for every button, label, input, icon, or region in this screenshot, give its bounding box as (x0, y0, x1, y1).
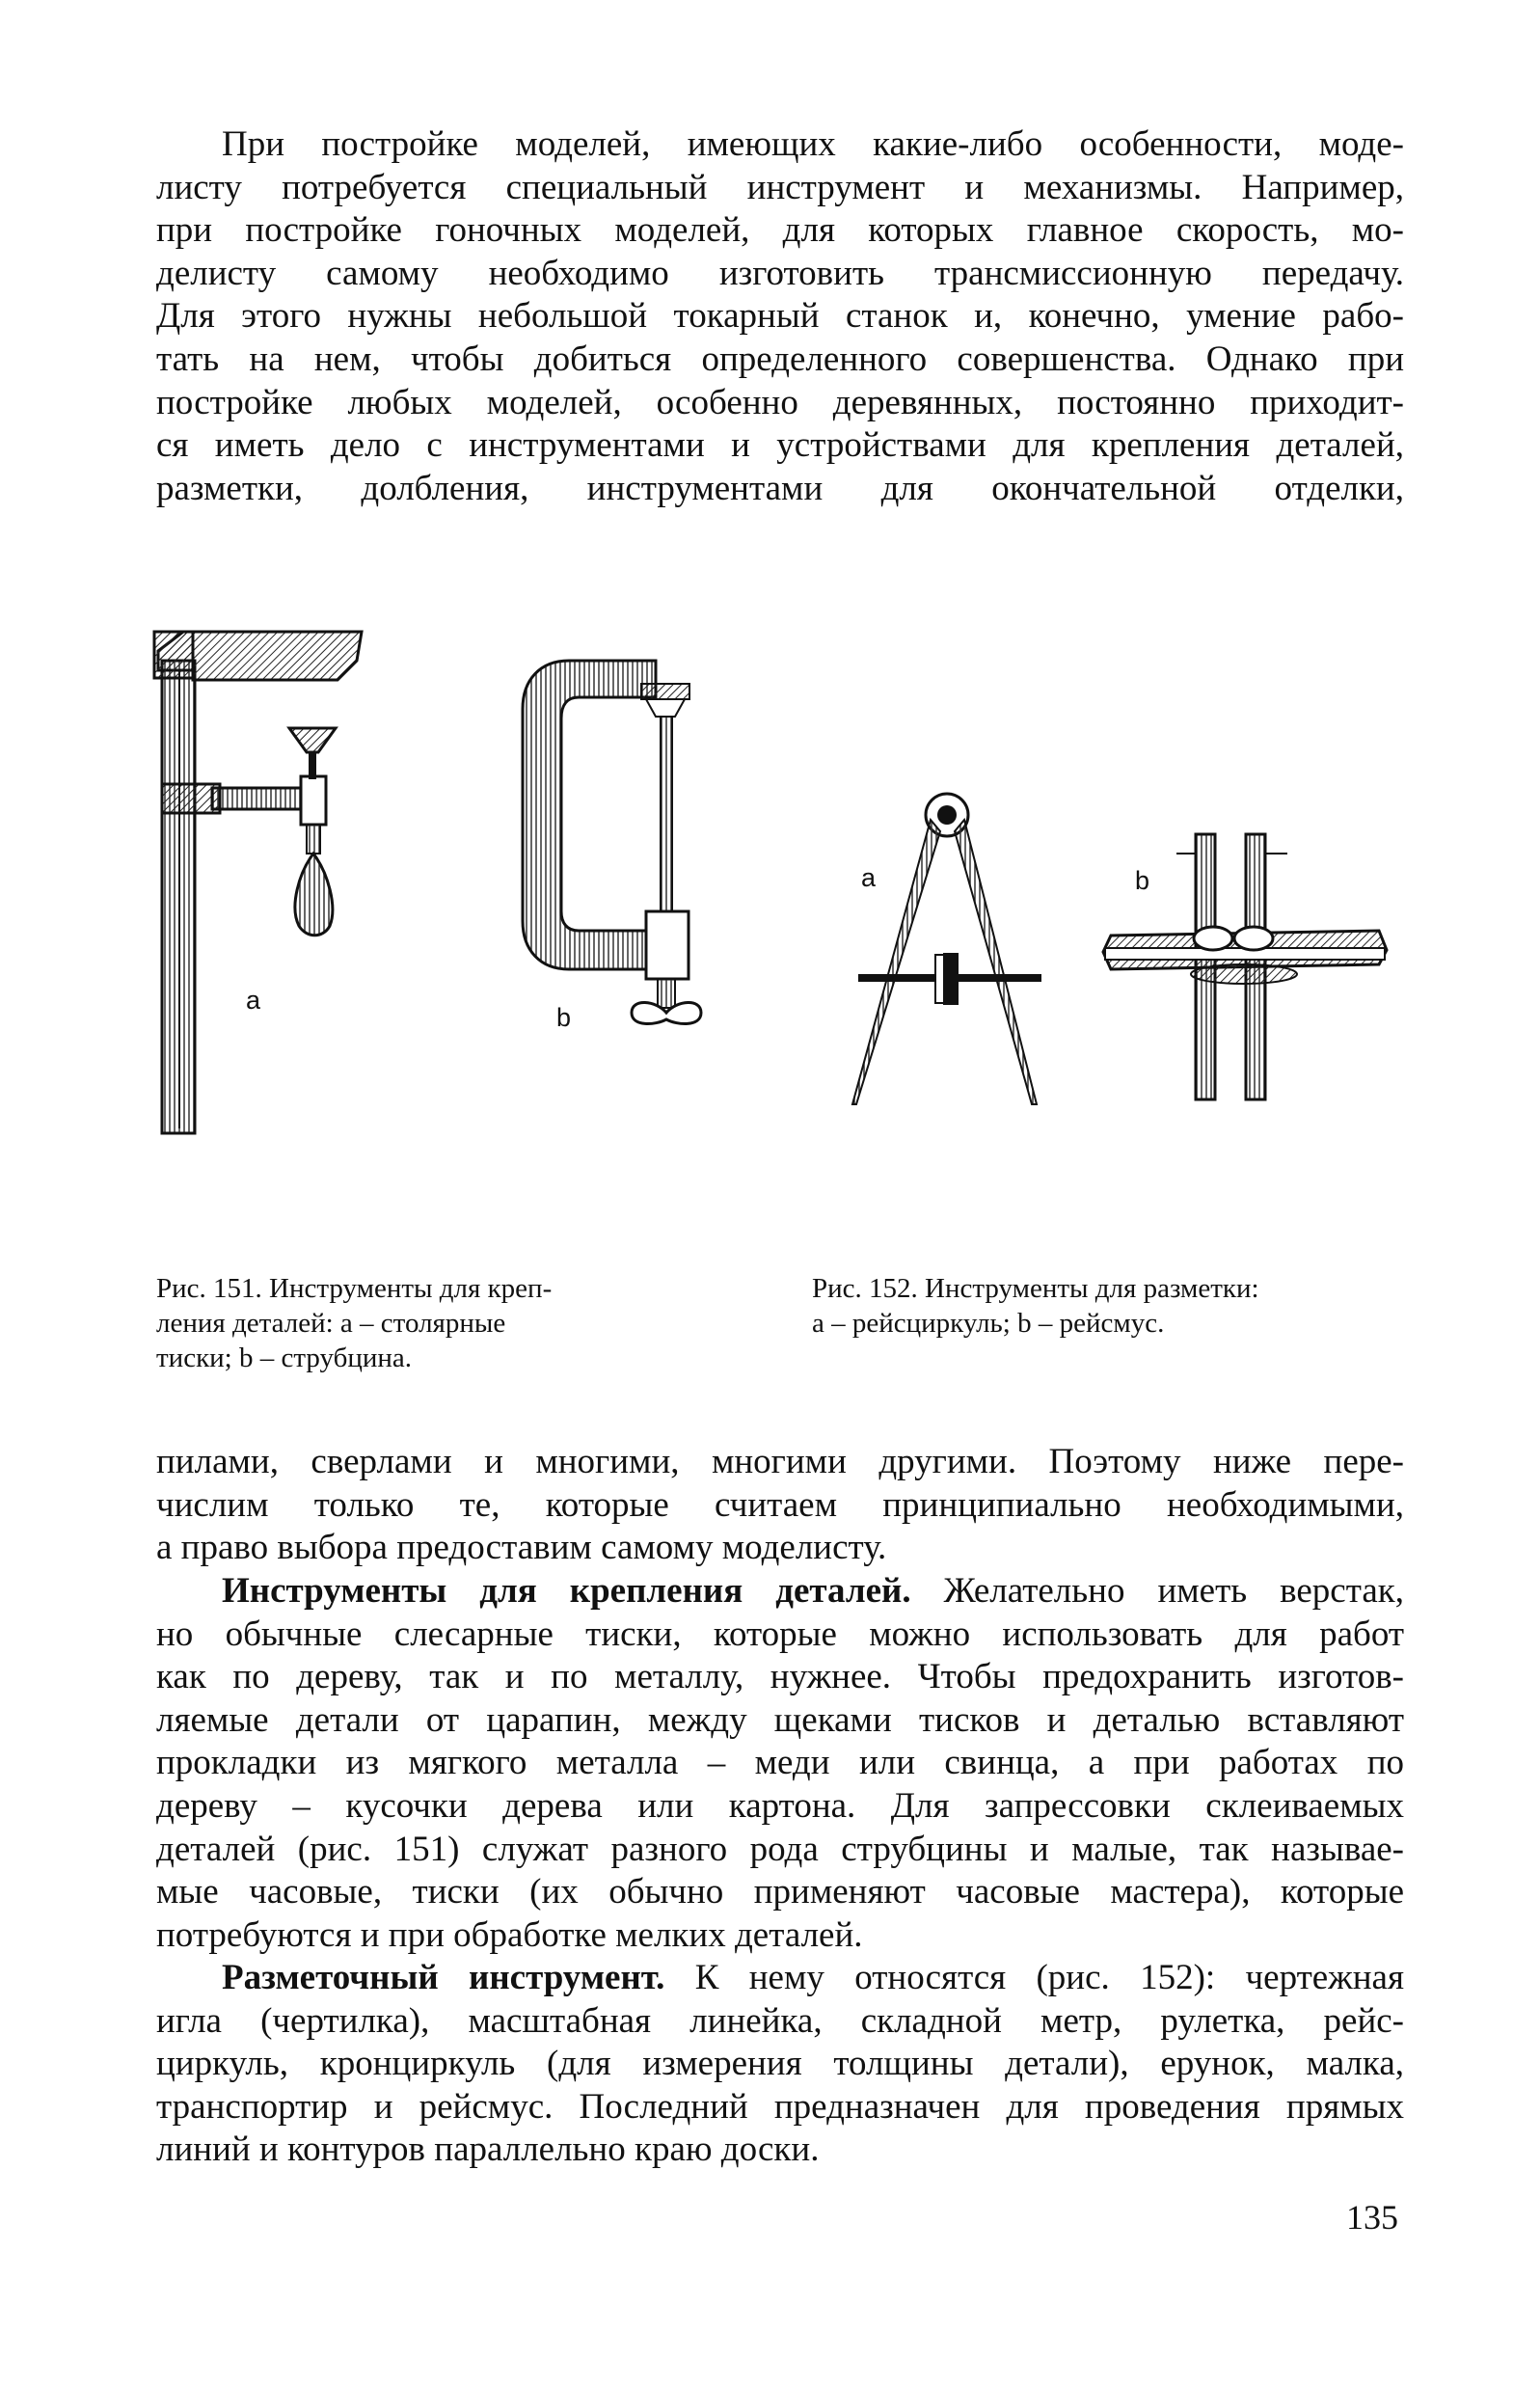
text-line: числим только те, которые считаем принципиально необходимыми, (156, 1484, 1404, 1525)
text-line: но обычные слесарные тиски, которые можно использовать для работ (156, 1614, 1404, 1654)
text-line: Для этого нужны небольшой токарный станок и, конечно, умение рабо- (156, 296, 1404, 337)
text-line: постройке любых моделей, особенно деревянных, постоянно приходит- (156, 382, 1404, 422)
text-line: линий и контуров параллельно краю доски. (156, 2129, 820, 2170)
text-line: листу потребуется специальный инструмент и механизмы. Например, (156, 167, 1404, 207)
caption-line: Рис. 152. Инструменты для разметки: (812, 1273, 1259, 1304)
bar-clamp-illustration (154, 632, 386, 1143)
text-line: дереву – кусочки дерева или картона. Для запрессовки склеиваемых (156, 1785, 1404, 1826)
caption-line: Рис. 151. Инструменты для креп- (156, 1273, 553, 1304)
paragraph-continue (156, 1441, 1404, 1570)
text-line (156, 1570, 1404, 1614)
text-line: пилами, сверлами и многими, многими другими. Поэтому ниже пере- (156, 1442, 1404, 1481)
text-line: а право выбора предоставим самому моделисту. (156, 1528, 887, 1568)
text-line: игла (чертилка), масштабная линейка, складной метр, рулетка, рейс- (156, 2000, 1404, 2041)
text-line: делисту самому необходимо изготовить трансмиссионную передачу. (156, 253, 1404, 293)
figure-151-label-b: b (556, 1003, 572, 1032)
text-line: мые часовые, тиски (их обычно применяют часовые мастера), которые (156, 1872, 1404, 1912)
paragraph-marking (156, 1957, 1404, 2172)
heading-line-rest: Желательно иметь верстак, (910, 1571, 1404, 1611)
text-line: при постройке гоночных моделей, для которых главное скорость, мо- (156, 210, 1404, 251)
text-line: ляемые детали от царапин, между щеками тисков и деталью вставляют (156, 1699, 1404, 1740)
paragraph-fastening (156, 1570, 1404, 1957)
caption-line: ления деталей: а – столярные (156, 1308, 506, 1339)
figure-151-label-a: a (246, 986, 261, 1015)
figure-151-caption (156, 1271, 682, 1375)
section-heading-marking: Разметочный инструмент. (222, 1958, 665, 1997)
text-line: При постройке моделей, имеющих какие-либо особенности, моде- (222, 124, 1404, 164)
figure-152-label-b: b (1135, 866, 1150, 895)
heading-line-rest: К нему относятся (рис. 152): чертежная (664, 1958, 1404, 1997)
section-heading-fastening: Инструменты для крепления деталей. (222, 1571, 911, 1611)
text-line (156, 1957, 1404, 2000)
page-number: 135 (1346, 2198, 1398, 2237)
caption-line: а – рейсциркуль; b – рейсмус. (812, 1308, 1165, 1339)
figure-152-caption (812, 1271, 1410, 1341)
text-line: деталей (рис. 151) служат разного рода струбцины и малые, так называе- (156, 1829, 1404, 1869)
text-line: ся иметь дело с инструментами и устройствами для крепления деталей, (156, 425, 1404, 466)
c-clamp-illustration (511, 641, 723, 1046)
text-line: циркуль, кронциркуль (для измерения толщины детали), ерунок, малка, (156, 2044, 1404, 2084)
figure-152-label-a: a (861, 863, 877, 892)
text-line: транспортир и рейсмус. Последний предназначен для проведения прямых (156, 2086, 1404, 2127)
text-line: потребуются и при обработке мелких деталей. (156, 1914, 863, 1955)
text-line: разметки, долбления, инструментами для окончательной отделки, (156, 468, 1404, 508)
trammel-illustration (839, 791, 1051, 1119)
text-line: как по дереву, так и по металлу, нужнее. Чтобы предохранить изготов- (156, 1657, 1404, 1697)
paragraph-intro (156, 123, 1404, 510)
caption-line: тиски; b – струбцина. (156, 1343, 413, 1373)
text-line: прокладки из мягкого металла – меди или свинца, а при работах по (156, 1743, 1404, 1783)
text-line: тать на нем, чтобы добиться определенного совершенства. Однако при (156, 339, 1404, 379)
